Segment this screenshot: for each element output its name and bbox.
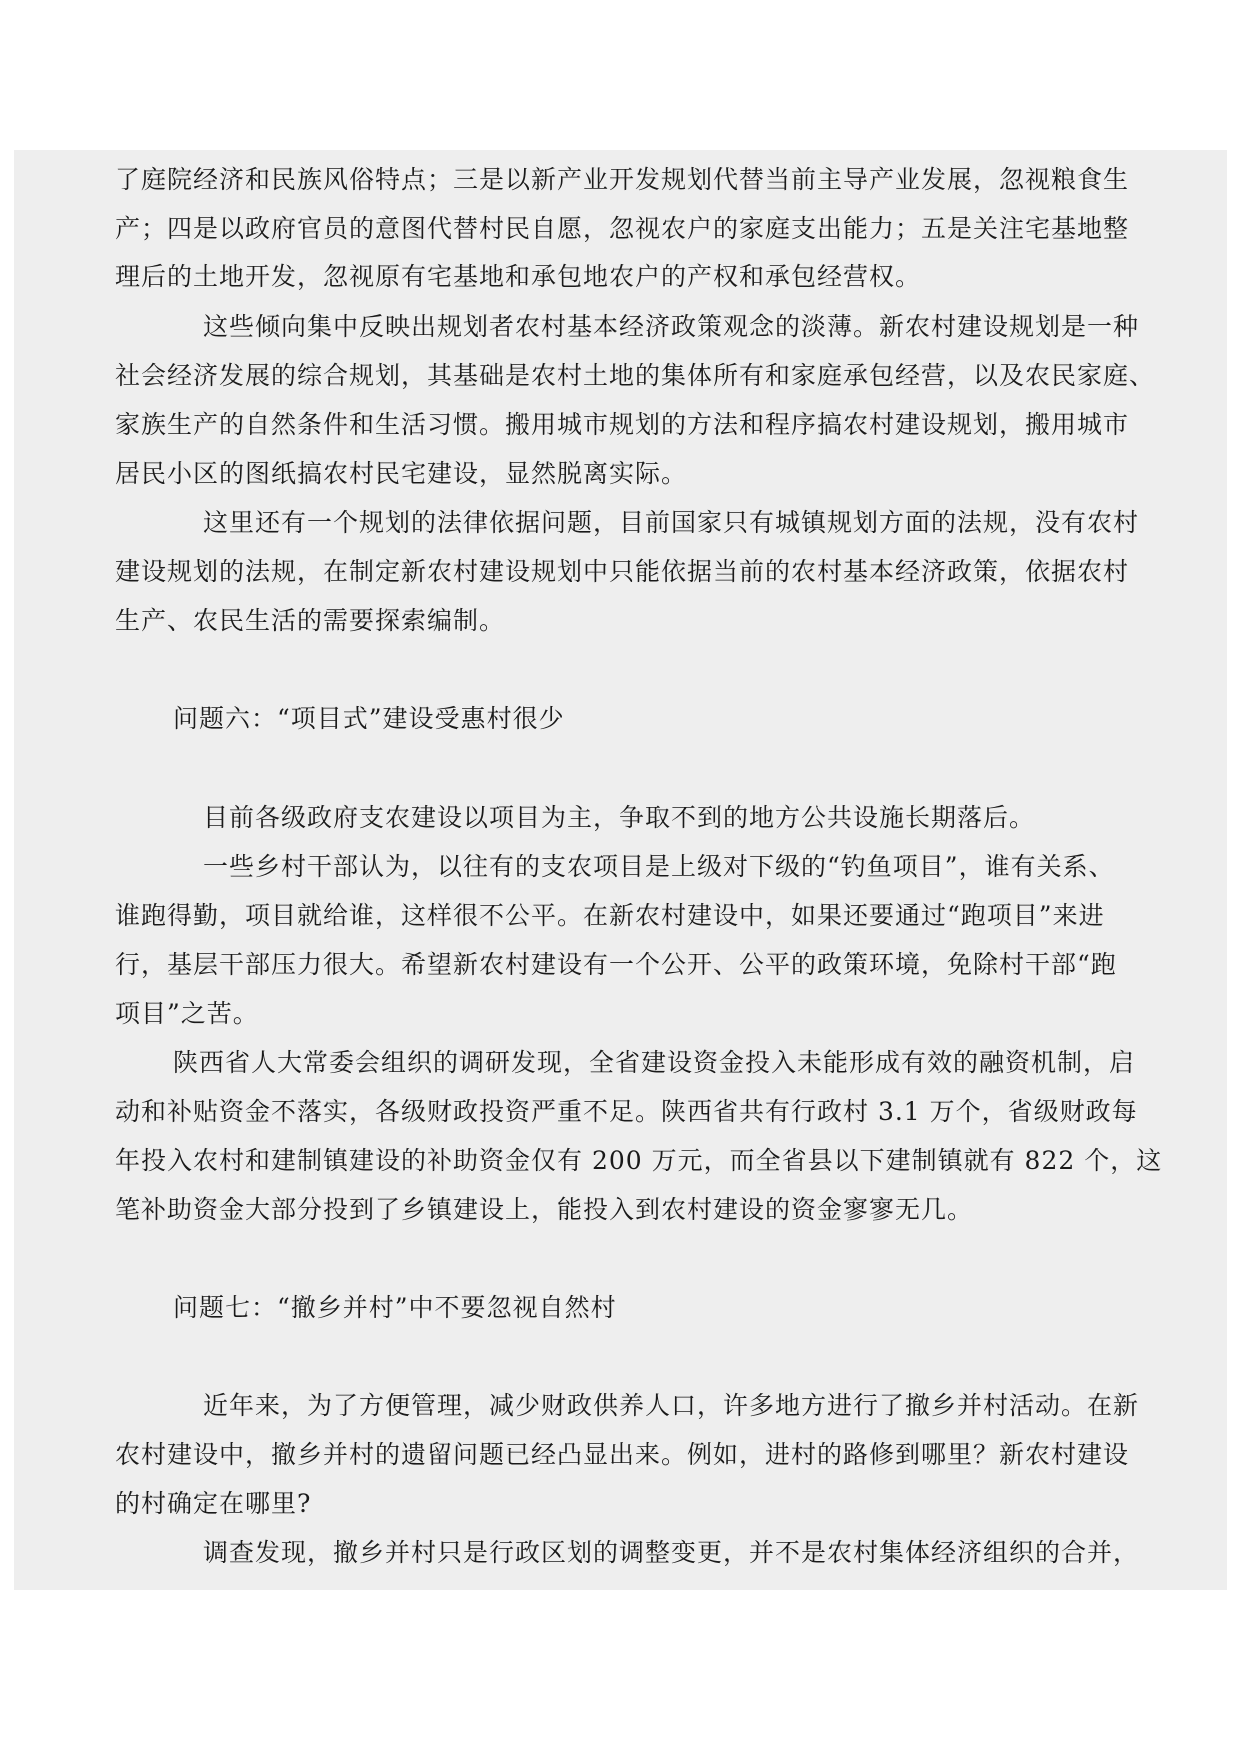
section-heading: 问题六：“项目式”建设受惠村很少 — [173, 704, 565, 733]
text-line: 目前各级政府支农建设以项目为主，争取不到的地方公共设施长期落后。 — [203, 803, 1036, 832]
text-line: 理后的土地开发，忽视原有宅基地和承包地农户的产权和承包经营权。 — [115, 262, 922, 291]
text-line: 这些倾向集中反映出规划者农村基本经济政策观念的淡薄。新农村建设规划是一种 — [203, 312, 1140, 341]
section-heading: 问题七：“撤乡并村”中不要忽视自然村 — [173, 1293, 617, 1322]
document-body — [115, 150, 1227, 1590]
text-line: 笔补助资金大部分投到了乡镇建设上，能投入到农村建设的资金寥寥无几。 — [115, 1195, 974, 1224]
text-line: 年投入农村和建制镇建设的补助资金仅有 200 万元，而全省县以下建制镇就有 822 个，这 — [115, 1146, 1163, 1175]
text-line: 生产、农民生活的需要探索编制。 — [115, 606, 506, 635]
text-line: 居民小区的图纸搞农村民宅建设，显然脱离实际。 — [115, 459, 688, 488]
page-band — [14, 150, 1227, 1590]
text-line: 调查发现，撤乡并村只是行政区划的调整变更，并不是农村集体经济组织的合并， — [203, 1538, 1140, 1567]
text-line: 产；四是以政府官员的意图代替村民自愿，忽视农户的家庭支出能力；五是关注宅基地整 — [115, 214, 1130, 243]
text-line: 动和补贴资金不落实，各级财政投资严重不足。陕西省共有行政村 3.1 万个，省级财政每 — [115, 1097, 1138, 1126]
text-line: 建设规划的法规，在制定新农村建设规划中只能依据当前的农村基本经济政策，依据农村 — [115, 557, 1130, 586]
text-line: 近年来，为了方便管理，减少财政供养人口，许多地方进行了撤乡并村活动。在新 — [203, 1391, 1140, 1420]
text-line: 谁跑得勤，项目就给谁，这样很不公平。在新农村建设中，如果还要通过“跑项目”来进 — [115, 901, 1105, 930]
text-line: 一些乡村干部认为，以往有的支农项目是上级对下级的“钓鱼项目”，谁有关系、 — [203, 852, 1115, 881]
text-line: 家族生产的自然条件和生活习惯。搬用城市规划的方法和程序搞农村建设规划，搬用城市 — [115, 410, 1130, 439]
text-line: 了庭院经济和民族风俗特点；三是以新产业开发规划代替当前主导产业发展，忽视粮食生 — [115, 165, 1130, 194]
text-line: 的村确定在哪里? — [115, 1489, 312, 1518]
text-line: 行，基层干部压力很大。希望新农村建设有一个公开、公平的政策环境，免除村干部“跑 — [115, 950, 1117, 979]
text-line: 这里还有一个规划的法律依据问题，目前国家只有城镇规划方面的法规，没有农村 — [203, 508, 1140, 537]
text-line: 项目”之苦。 — [115, 999, 259, 1028]
text-line: 农村建设中，撤乡并村的遗留问题已经凸显出来。例如，进村的路修到哪里？新农村建设 — [115, 1440, 1130, 1469]
text-line: 社会经济发展的综合规划，其基础是农村土地的集体所有和家庭承包经营，以及农民家庭、 — [115, 361, 1156, 390]
text-line: 陕西省人大常委会组织的调研发现，全省建设资金投入未能形成有效的融资机制，启 — [173, 1048, 1136, 1077]
